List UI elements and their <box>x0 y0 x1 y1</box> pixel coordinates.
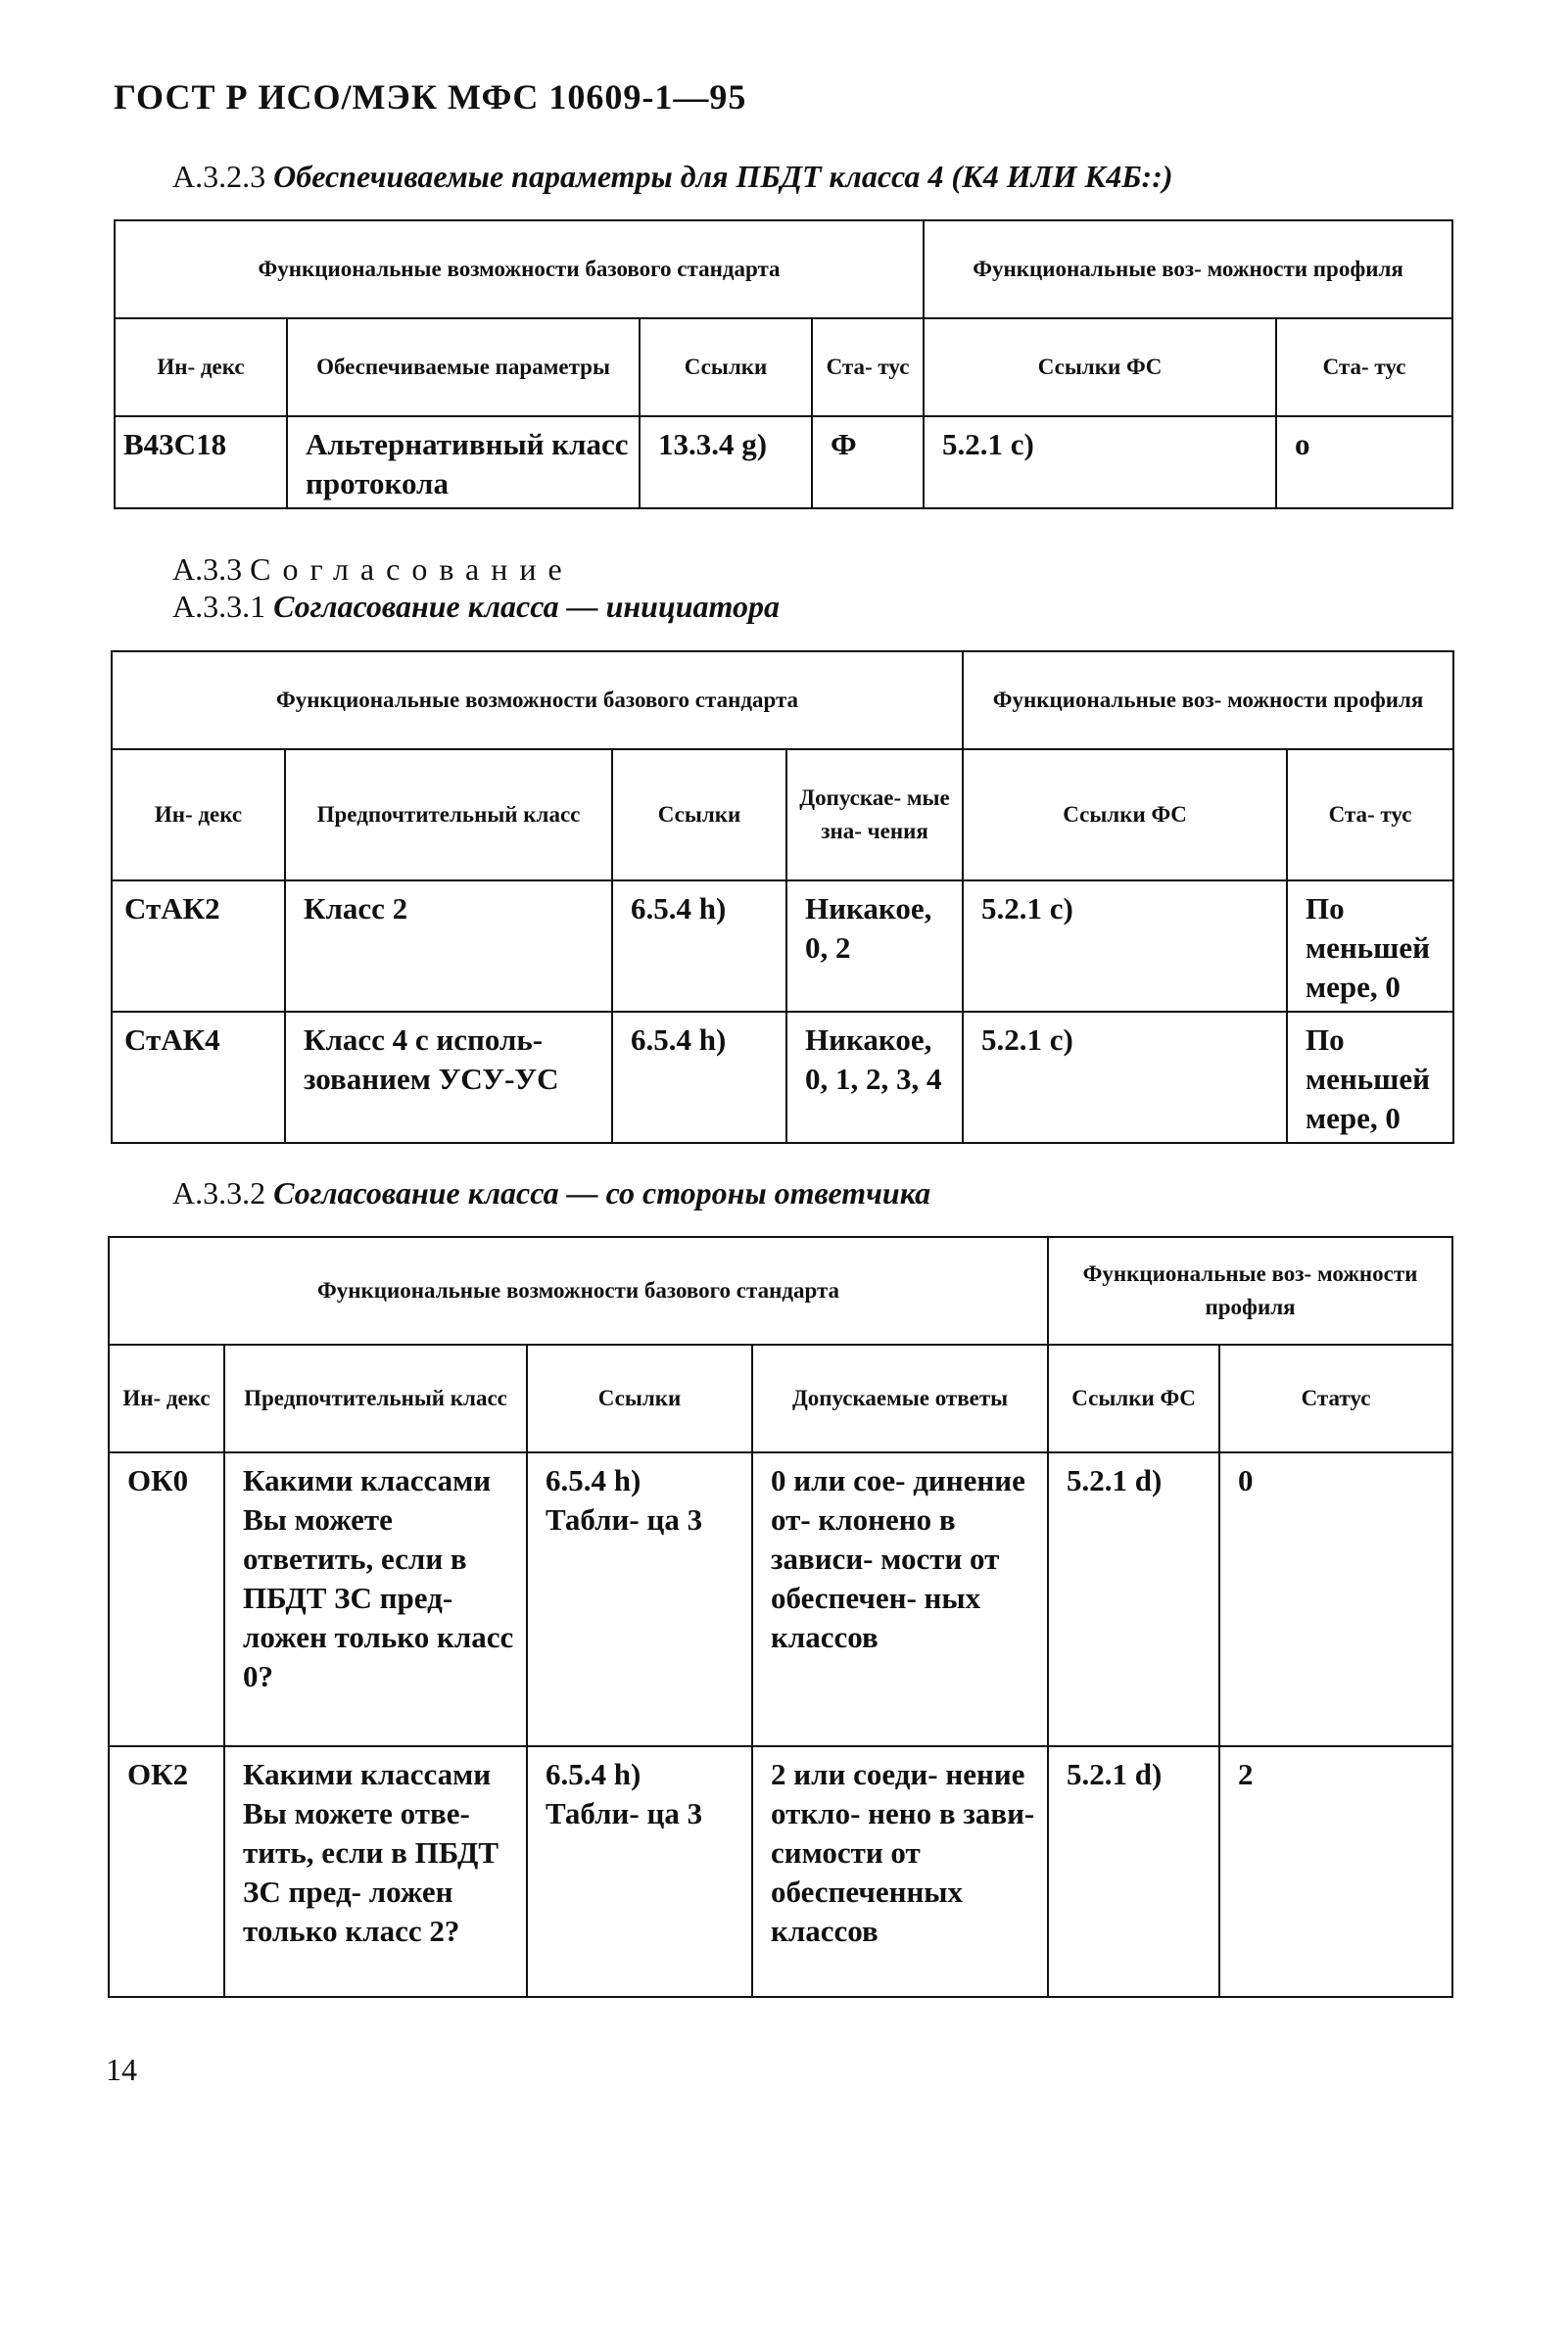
cell-profile-status: По меньшей мере, 0 <box>1287 1012 1453 1143</box>
cell-reference: 6.5.4 h) <box>612 880 786 1012</box>
cell-fs-reference: 5.2.1 с) <box>963 1012 1287 1143</box>
col-header: Статус <box>1219 1345 1452 1452</box>
cell-index: СтАК2 <box>112 880 285 1012</box>
table-row <box>112 880 1453 1012</box>
col-header: Предпочтительный класс <box>285 749 612 880</box>
col-header: Ссылки ФС <box>924 318 1276 416</box>
cell-question: Какими классами Вы можете ответить, если в ПБДТ ЗС пред- ложен только класс 0? <box>224 1452 527 1746</box>
cell-profile-status: 2 <box>1219 1746 1452 1997</box>
section-title: Согласование класса — со стороны ответчика <box>273 1175 931 1211</box>
cell-question: Какими классами Вы можете отве- тить, если в ПБДТ ЗС пред- ложен только класс 2? <box>224 1746 527 1997</box>
section-title: Согласование класса — инициатора <box>273 589 781 624</box>
cell-reference: 6.5.4 h) Табли- ца 3 <box>527 1452 752 1746</box>
section-number: А.3.3.1 <box>172 589 266 624</box>
cell-index: СтАК4 <box>112 1012 285 1143</box>
col-header: Ссылки <box>640 318 812 416</box>
cell-class: Класс 2 <box>285 880 612 1012</box>
col-header: Предпочтительный класс <box>224 1345 527 1452</box>
group-header-profile: Функциональные воз- можности профиля <box>924 220 1452 318</box>
col-header: Ссылки <box>612 749 786 880</box>
cell-fs-reference: 5.2.1 d) <box>1048 1746 1219 1997</box>
col-header: Ссылки ФС <box>1048 1345 1219 1452</box>
cell-index: ОК2 <box>109 1746 224 1997</box>
section-title: Обеспечиваемые параметры для ПБДТ класса 4 (К4 ИЛИ К4Б::) <box>273 159 1173 194</box>
cell-index: ОК0 <box>109 1452 224 1746</box>
group-header-profile: Функциональные воз- можности профиля <box>1048 1237 1452 1345</box>
cell-fs-reference: 5.2.1 с) <box>924 416 1276 508</box>
table-row <box>109 1746 1452 1997</box>
group-header-base: Функциональные возможности базового стандарта <box>109 1237 1048 1345</box>
table-parameters-class4 <box>114 219 1453 509</box>
cell-allowed-values: Никакое, 0, 2 <box>786 880 963 1012</box>
cell-profile-status: о <box>1276 416 1452 508</box>
section-caption-a3-3-2 <box>172 1175 930 1211</box>
col-header: Ин- декс <box>115 318 287 416</box>
cell-allowed-answers: 0 или сое- динение от- клонено в зависи- мости от обеспечен- ных классов <box>752 1452 1048 1746</box>
section-caption-a3-3 <box>172 551 574 588</box>
table-row <box>112 1012 1453 1143</box>
section-number: А.3.2.3 <box>172 159 266 194</box>
col-header: Ин- декс <box>109 1345 224 1452</box>
cell-reference: 13.3.4 g) <box>640 416 812 508</box>
page-number: 14 <box>106 2052 137 2087</box>
group-header-base: Функциональные возможности базового стандарта <box>115 220 924 318</box>
section-number: А.3.3 <box>172 551 243 587</box>
col-header: Ин- декс <box>112 749 285 880</box>
col-header: Обеспечиваемые параметры <box>287 318 640 416</box>
group-header-base: Функциональные возможности базового стандарта <box>112 651 963 749</box>
document-header: ГОСТ Р ИСО/МЭК МФС 10609-1—95 <box>114 77 747 117</box>
cell-index: В43С18 <box>115 416 287 508</box>
cell-reference: 6.5.4 h) Табли- ца 3 <box>527 1746 752 1997</box>
cell-profile-status: По меньшей мере, 0 <box>1287 880 1453 1012</box>
cell-fs-reference: 5.2.1 d) <box>1048 1452 1219 1746</box>
cell-class: Класс 4 с исполь- зованием УСУ-УС <box>285 1012 612 1143</box>
section-caption-a3-2-3 <box>172 159 1173 195</box>
table-row <box>115 416 1452 508</box>
cell-reference: 6.5.4 h) <box>612 1012 786 1143</box>
col-header: Ста- тус <box>1276 318 1452 416</box>
col-header: Ссылки ФС <box>963 749 1287 880</box>
col-header: Допускае- мые зна- чения <box>786 749 963 880</box>
col-header: Ссылки <box>527 1345 752 1452</box>
cell-allowed-answers: 2 или соеди- нение откло- нено в зави- симости от обеспеченных классов <box>752 1746 1048 1997</box>
cell-profile-status: 0 <box>1219 1452 1452 1746</box>
section-caption-a3-3-1 <box>172 589 780 625</box>
table-class-negotiation-responder <box>108 1236 1453 1998</box>
table-row <box>109 1452 1452 1746</box>
cell-status: Ф <box>812 416 924 508</box>
cell-parameter: Альтернативный класс протокола <box>287 416 640 508</box>
group-header-profile: Функциональные воз- можности профиля <box>963 651 1453 749</box>
cell-allowed-values: Никакое, 0, 1, 2, 3, 4 <box>786 1012 963 1143</box>
section-title: Согласование <box>250 551 574 587</box>
col-header: Ста- тус <box>1287 749 1453 880</box>
table-class-negotiation-initiator <box>111 650 1454 1144</box>
col-header: Допускаемые ответы <box>752 1345 1048 1452</box>
cell-fs-reference: 5.2.1 с) <box>963 880 1287 1012</box>
col-header: Ста- тус <box>812 318 924 416</box>
section-number: А.3.3.2 <box>172 1175 266 1211</box>
